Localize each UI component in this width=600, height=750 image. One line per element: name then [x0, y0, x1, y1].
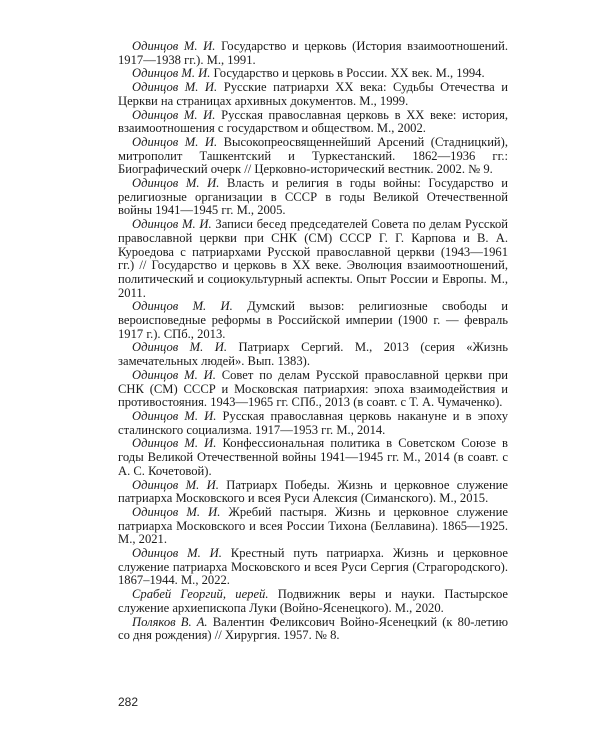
- page-number: 282: [118, 695, 139, 709]
- entry-author: Одинцов М. И.: [132, 66, 211, 81]
- entry-text: Патриарх Победы. Жизнь и церковное служение патриарха Московского и всея Руси Алексия (Симанского). М., 2015.: [118, 477, 509, 506]
- entry-author: Одинцов М. И.: [132, 80, 218, 95]
- entry-author: Одинцов М. И.: [132, 39, 216, 53]
- bibliography-entry: [118, 300, 508, 341]
- entry-text: Государство и церковь (История взаимоотношений. 1917—1938 гг.). М., 1991.: [118, 39, 509, 67]
- entry-text: Конфессиональная политика в Советском Союзе в годы Великой Отечественной войны 1941—1945 гг. М., 2014 (в соавт. с А. С. Кочетовой).: [118, 436, 509, 478]
- entry-text: Подвижник веры и науки. Пастырское служение архиепископа Луки (Войно-Ясенецкого). М., 2020.: [118, 587, 508, 615]
- bibliography-entry: [118, 177, 508, 218]
- entry-author: Срабей Георгий, иерей.: [132, 587, 269, 602]
- entry-text: Власть и религия в годы войны: Государство и религиозные организации в СССР в годы Великой Отечественной войны 1941—1945 гг. М., 2005.: [118, 176, 508, 218]
- bibliography-list: [118, 40, 508, 643]
- entry-text: Высокопреосвященнейший Арсений (Стадницкий), митрополит Ташкентский и Туркестанский. 1862—1936 гг.: Биографический очерк // Церковно-исторический вестник. 2002. № 9.: [118, 134, 509, 177]
- entry-text: Русская православная церковь накануне и в эпоху сталинского социализма. 1917—1953 гг. М., 2014.: [118, 408, 508, 437]
- bibliography-entry: [118, 437, 508, 478]
- entry-text: Русская православная церковь в XX веке: история, взаимоотношения с государством и обществом. М., 2002.: [118, 107, 509, 136]
- entry-text: Крестный путь патриарха. Жизнь и церковное служение патриарха Московского и всея Руси Сергия (Страгородского). 1867–1944. М., 2022.: [118, 546, 508, 588]
- bibliography-entry: [118, 67, 508, 81]
- entry-author: Одинцов М. И.: [132, 408, 217, 423]
- bibliography-entry: [118, 136, 508, 177]
- bibliography-entry: [118, 410, 508, 437]
- entry-text: Думский вызов: религиозные свободы и вероисповедные реформы в Российской империи (1900 г. — февраль 1917 г.). СПб., 2013.: [118, 299, 509, 341]
- entry-author: Одинцов М. И.: [132, 477, 219, 492]
- entry-author: Одинцов М. И.: [132, 134, 218, 149]
- entry-text: Государство и церковь в России. XX век. М., 1994.: [210, 66, 485, 81]
- entry-text: Совет по делам Русской православной церкви при СНК (СМ) СССР и Московская патриархия: эпоха взаимодействия и противостояния. 1943—1965 гг. СПб., 2013 (в соавт. с Т. А. Чумаченко).: [118, 367, 508, 410]
- bibliography-entry: [118, 588, 508, 615]
- entry-text: Патриарх Сергий. М., 2013 (серия «Жизнь замечательных людей». Вып. 1383).: [118, 340, 508, 369]
- bibliography-entry: [118, 547, 508, 588]
- bibliography-entry: [118, 109, 508, 136]
- entry-author: Одинцов М. И.: [132, 107, 216, 122]
- entry-author: Поляков В. А.: [132, 614, 208, 629]
- bibliography-entry: [118, 479, 508, 506]
- entry-text: Жребий пастыря. Жизнь и церковное служение патриарха Московского и всея России Тихона (Беллавина). 1865—1925. М., 2021.: [118, 504, 509, 547]
- entry-text: Русские патриархи XX века: Судьбы Отечества и Церкви на страницах архивных документов. М., 1999.: [118, 80, 509, 108]
- entry-author: Одинцов М. И.: [132, 340, 228, 355]
- bibliography-entry: [118, 218, 508, 300]
- entry-author: Одинцов М. И.: [132, 217, 212, 232]
- bibliography-entry: [118, 81, 508, 108]
- entry-author: Одинцов М. И.: [132, 504, 221, 519]
- entry-author: Одинцов М. И.: [132, 436, 217, 451]
- bibliography-entry: [118, 369, 508, 410]
- entry-author: Одинцов М. И.: [132, 367, 216, 382]
- entry-author: Одинцов М. И.: [132, 176, 220, 191]
- bibliography-entry: [118, 40, 508, 67]
- entry-text: Валентин Феликсович Войно-Ясенецкий (к 80-летию со дня рождения) // Хирургия. 1957. № 8.: [118, 614, 508, 643]
- bibliography-entry: [118, 616, 508, 643]
- entry-author: Одинцов М. И.: [132, 546, 222, 561]
- entry-author: Одинцов М. И.: [132, 299, 233, 314]
- bibliography-entry: [118, 506, 508, 547]
- entry-text: Записи бесед председателей Совета по делам Русской православной церкви при СНК (СМ) СССР Г. Г. Карпова и В. А. Куроедова с патриархами Русской православной церкви (1943—1961 гг.) // Государство и церковь в XX веке. Эволюция взаимоотношений, политический и социокультурный аспекты. Опыт России и Европы. М., 2011.: [118, 217, 508, 300]
- bibliography-entry: [118, 341, 508, 368]
